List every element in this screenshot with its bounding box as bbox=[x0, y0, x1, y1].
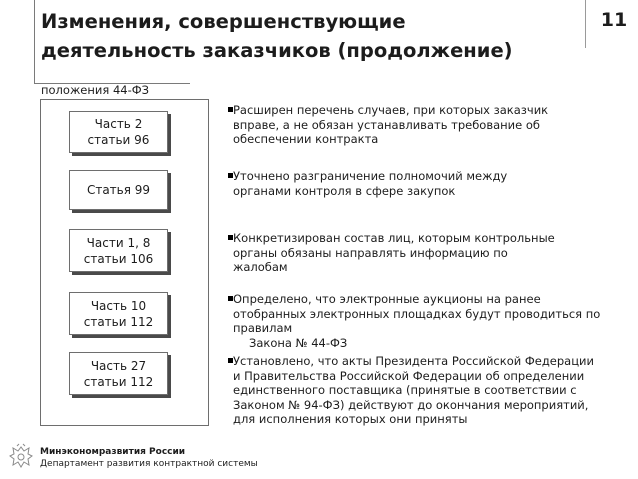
bullet-item-4 bbox=[224, 292, 636, 350]
article-box-2-line-1: Статья 99 bbox=[86, 183, 151, 197]
header-left-rule bbox=[34, 0, 35, 84]
article-box-2 bbox=[69, 170, 168, 210]
slide-title-line-1: Изменения, совершенствующие bbox=[41, 10, 406, 33]
bullet-item-3-line-3: жалобам bbox=[233, 260, 288, 274]
article-box-4-line-2: статьи 112 bbox=[83, 314, 154, 329]
articles-column bbox=[40, 99, 209, 426]
bullet-item-4-line-2: отобранных электронных площадках будут проводиться по bbox=[233, 306, 601, 321]
article-box-3-line-2: статьи 106 bbox=[83, 251, 154, 266]
bullet-item-2-line-1: Уточнено разграничение полномочий между bbox=[233, 169, 508, 183]
article-box-1-line-2: статьи 96 bbox=[87, 133, 150, 147]
bullet-square-icon bbox=[228, 107, 233, 112]
article-box-4 bbox=[69, 292, 168, 335]
footer-org: Минэкономразвития России bbox=[40, 447, 186, 457]
bullet-square-icon bbox=[228, 235, 233, 240]
article-box-3-line-1: Части 1, 8 bbox=[86, 235, 151, 250]
bullet-item-4-line-3: правилам bbox=[233, 321, 293, 335]
article-box-1 bbox=[69, 111, 168, 153]
bullet-square-icon bbox=[228, 296, 233, 301]
article-box-5-line-2: статьи 112 bbox=[83, 374, 154, 389]
bullet-item-5-line-2: и Правительства Российской Федерации об определении bbox=[233, 368, 585, 383]
coat-of-arms-icon bbox=[6, 442, 36, 472]
bullet-item-4-line-4: Закона № 44-ФЗ bbox=[249, 335, 348, 350]
bullet-square-icon bbox=[228, 358, 233, 363]
bullet-item-3-line-2: органы обязаны направлять информацию по bbox=[233, 245, 508, 260]
bullet-item-5-line-1: Установлено, что акты Президента Российской Федерации bbox=[233, 354, 594, 368]
article-box-3 bbox=[69, 229, 168, 272]
bullet-item-5 bbox=[224, 354, 636, 427]
article-box-4-line-1: Часть 10 bbox=[90, 298, 147, 313]
bullet-item-3-line-1: Конкретизирован состав лиц, которым контрольные bbox=[233, 231, 555, 245]
footer-department: Департамент развития контрактной системы bbox=[40, 459, 258, 469]
bullet-square-icon bbox=[228, 173, 233, 178]
bullet-item-1-line-1: Расширен перечень случаев, при которых заказчик bbox=[233, 103, 549, 117]
article-box-5-line-1: Часть 27 bbox=[90, 358, 147, 373]
slide-title bbox=[41, 7, 581, 65]
bullet-item-5-line-4: Законом № 94-ФЗ) действуют до окончания мероприятий, bbox=[233, 397, 589, 412]
section-label: положения 44-ФЗ bbox=[41, 83, 149, 97]
bullet-item-3 bbox=[224, 231, 636, 275]
page-number: 11 bbox=[600, 9, 628, 31]
bullet-item-1 bbox=[224, 103, 636, 147]
article-box-5 bbox=[69, 352, 168, 395]
bullet-item-1-line-3: обеспечении контракта bbox=[233, 132, 379, 146]
bullet-item-2 bbox=[224, 169, 636, 198]
bullet-item-5-line-5: для исполнения которых они приняты bbox=[233, 412, 468, 426]
bullet-item-4-line-1: Определено, что электронные аукционы на ранее bbox=[233, 292, 541, 306]
bullet-item-5-line-3: единственного поставщика (принятые в соответствии с bbox=[233, 383, 577, 397]
article-box-1-line-1: Часть 2 bbox=[94, 117, 143, 131]
bullet-item-2-line-2: органами контроля в сфере закупок bbox=[233, 183, 456, 198]
page-number-divider bbox=[585, 0, 586, 48]
slide-title-line-2: деятельность заказчиков (продолжение) bbox=[41, 39, 513, 62]
bullet-item-1-line-2: вправе, а не обязан устанавливать требование об bbox=[233, 117, 541, 132]
